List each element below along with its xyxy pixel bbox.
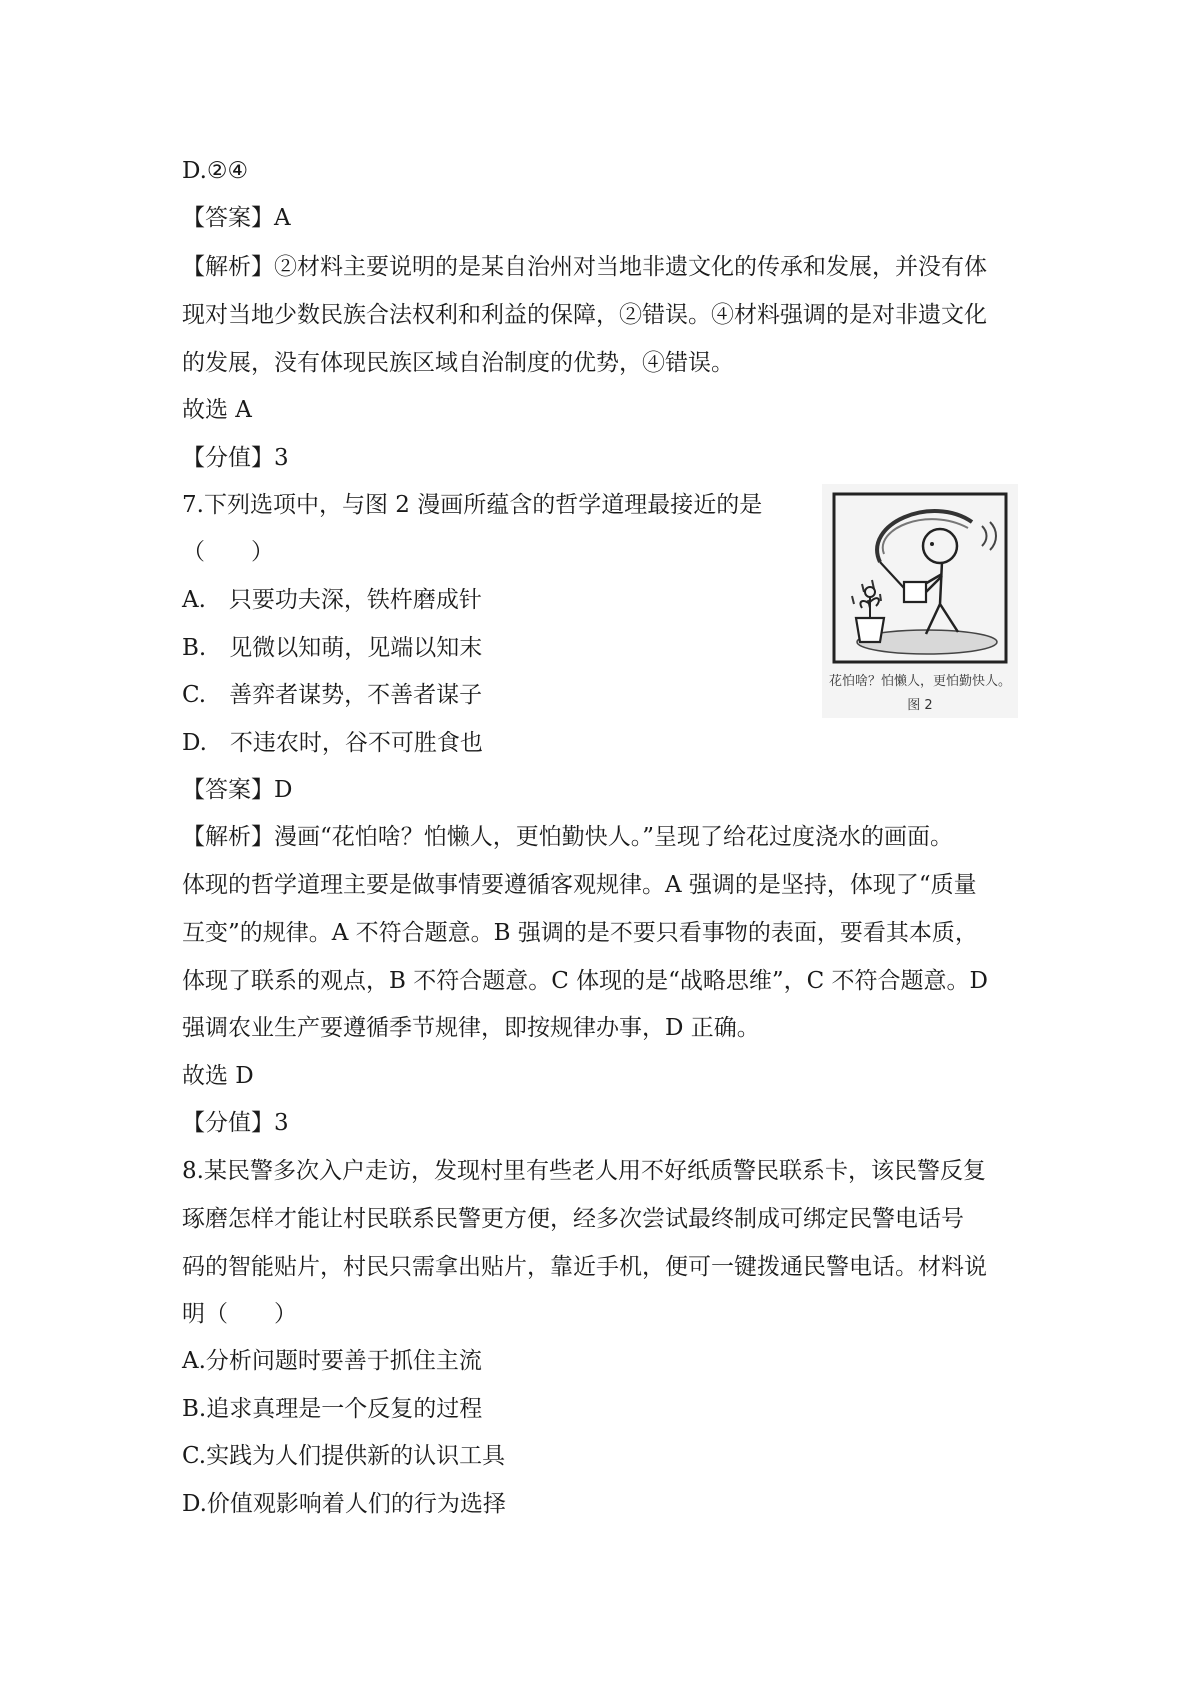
- q7-analysis-line-1: 【解析】漫画“花怕啥？怕懒人，更怕勤快人。”呈现了给花过度浇水的画面。: [182, 824, 954, 850]
- q7-conclusion: 故选 D: [182, 1063, 254, 1089]
- figure-caption: 花怕啥？怕懒人，更怕勤快人。: [828, 674, 1011, 689]
- q7-stem: 7.下列选项中，与图 2 漫画所蕴含的哲学道理最接近的是: [182, 492, 763, 518]
- q7-score: 【分值】3: [182, 1110, 289, 1136]
- q6-option-d: D.②④: [182, 158, 249, 184]
- cartoon-figure: [822, 484, 1018, 718]
- q7-option-a: A. 只要功夫深，铁杵磨成针: [182, 587, 482, 613]
- q7-analysis-line-3: 互变”的规律。A 不符合题意。B 强调的是不要只看事物的表面，要看其本质，: [182, 920, 978, 946]
- q7-analysis-line-5: 强调农业生产要遵循季节规律，即按规律办事，D 正确。: [182, 1015, 760, 1041]
- q7-paren: （ ）: [182, 539, 274, 565]
- q8-option-c: C.实践为人们提供新的认识工具: [182, 1443, 506, 1469]
- figure-label: 图 2: [907, 698, 933, 713]
- q7-analysis-line-4: 体现了联系的观点，B 不符合题意。C 体现的是“战略思维”，C 不符合题意。D: [182, 968, 988, 994]
- q7-answer: 【答案】D: [182, 777, 293, 803]
- q6-analysis-line-3: 的发展，没有体现民族区域自治制度的优势，④错误。: [182, 350, 734, 376]
- q6-analysis-line-2: 现对当地少数民族合法权利和利益的保障，②错误。④材料强调的是对非遗文化: [182, 302, 987, 328]
- q6-conclusion: 故选 A: [182, 397, 252, 423]
- q7-option-c: C. 善弈者谋势，不善者谋子: [182, 682, 483, 708]
- q8-option-b: B.追求真理是一个反复的过程: [182, 1396, 483, 1422]
- q8-stem-line-4: 明（ ）: [182, 1301, 297, 1327]
- q7-analysis-line-2: 体现的哲学道理主要是做事情要遵循客观规律。A 强调的是坚持，体现了“质量: [182, 872, 977, 898]
- q8-option-d: D.价值观影响着人们的行为选择: [182, 1491, 506, 1517]
- q8-stem-line-1: 8.某民警多次入户走访，发现村里有些老人用不好纸质警民联系卡，该民警反复: [182, 1158, 986, 1184]
- q7-option-b: B. 见微以知萌，见端以知末: [182, 635, 483, 661]
- q6-analysis-line-1: 【解析】②材料主要说明的是某自治州对当地非遗文化的传承和发展，并没有体: [182, 254, 987, 280]
- q8-stem-line-2: 琢磨怎样才能让村民联系民警更方便，经多次尝试最终制成可绑定民警电话号: [182, 1206, 964, 1232]
- q8-option-a: A.分析问题时要善于抓住主流: [182, 1348, 482, 1374]
- q7-option-d: D. 不违农时，谷不可胜食也: [182, 730, 483, 756]
- cartoon-watering-flower-icon: [822, 484, 1018, 668]
- q6-answer: 【答案】A: [182, 205, 291, 231]
- q8-stem-line-3: 码的智能贴片，村民只需拿出贴片，靠近手机，便可一键拨通民警电话。材料说: [182, 1254, 987, 1280]
- q6-score: 【分值】3: [182, 445, 289, 471]
